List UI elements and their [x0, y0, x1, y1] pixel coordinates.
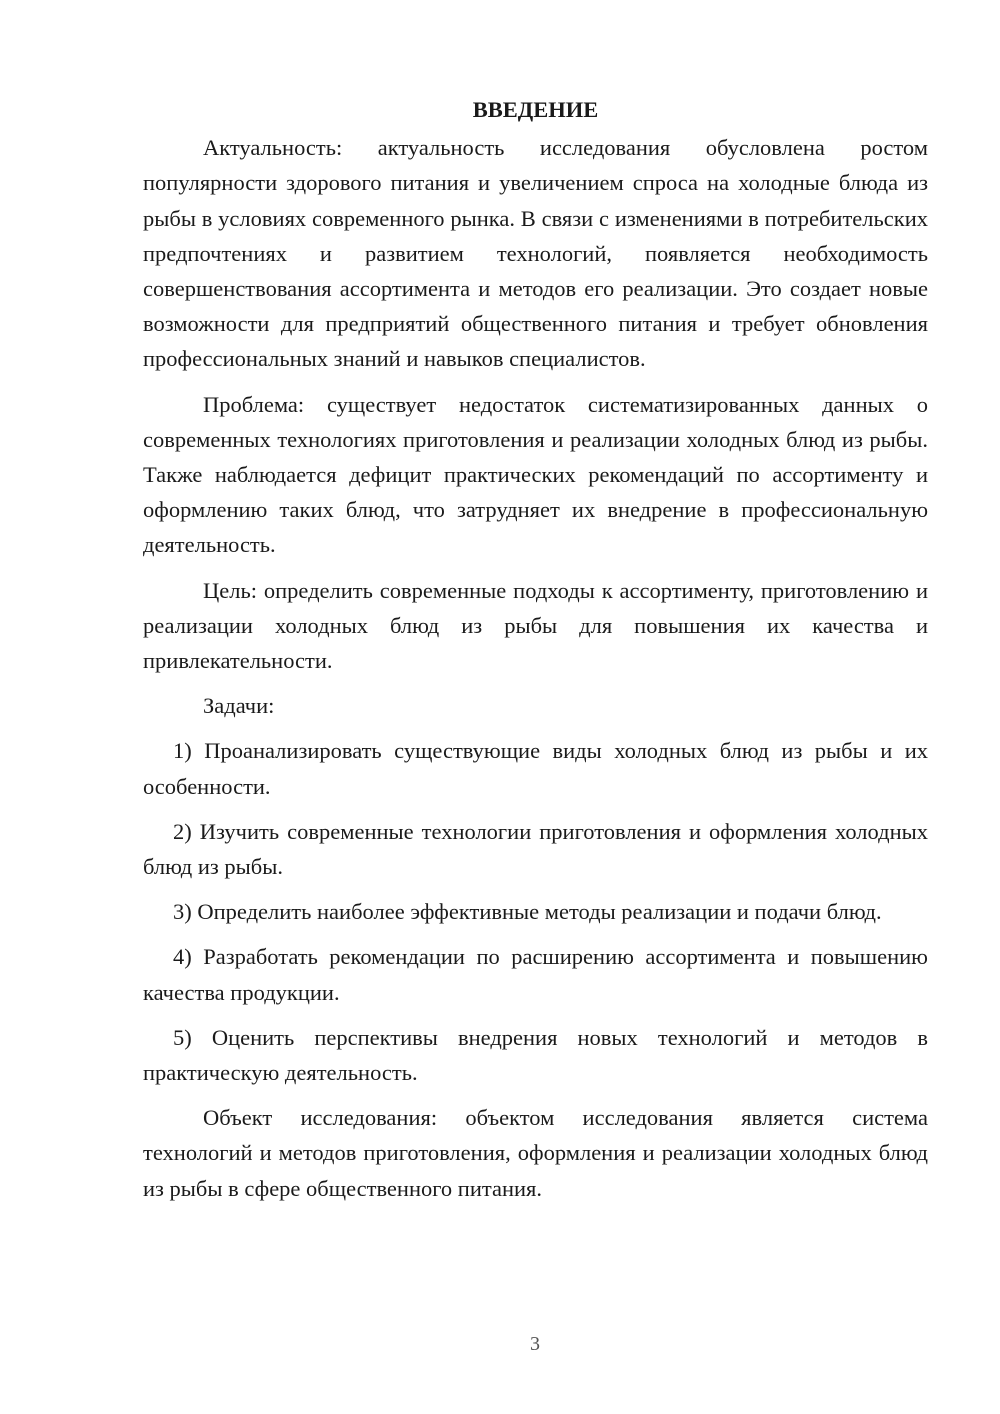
task-item-5: 5) Оценить перспективы внедрения новых технологий и методов в практическую деятельность. [143, 1024, 928, 1086]
task-item-3: 3) Определить наиболее эффективные методы реализации и подачи блюд. [173, 899, 882, 925]
page-number: 3 [530, 1333, 540, 1355]
task-item-4: 4) Разработать рекомендации по расширению ассортимента и повышению качества продукции. [143, 944, 928, 1005]
paragraph-object: Объект исследования: объектом исследования является система технологий и методов приготовления, оформления и реализации холодных блюд из рыбы в сфере общественного питания. [143, 1105, 928, 1201]
paragraph-goal: Цель: определить современные подходы к ассортименту, приготовлению и реализации холодных блюд из рыбы для повышения их качества и привлекательности. [143, 577, 928, 674]
paragraph-relevance: Актуальность: актуальность исследования обусловлена ростом популярности здорового питания и увеличением спроса на холодные блюда из рыбы в условиях современного рынка. В связи с изменениями в потребительских предпочтениях и развитием технологий, появляется необходимость совершенствования ассортимента и методов его реализации. Это создает новые возможности для предприятий общественного питания и требует обновления профессиональных знаний и навыков специалистов. [143, 135, 928, 372]
paragraph-problem: Проблема: существует недостаток систематизированных данных о современных технологиях приготовления и реализации холодных блюд из рыбы. Также наблюдается дефицит практических рекомендаций по ассортименту и оформлению таких блюд, что затрудняет их внедрение в профессиональную деятельность. [143, 391, 928, 558]
document-body [143, 92, 928, 1206]
task-item-2: 2) Изучить современные технологии приготовления и оформления холодных блюд из рыбы. [143, 818, 928, 880]
task-item-1: 1) Проанализировать существующие виды холодных блюд из рыбы и их особенности. [143, 738, 928, 799]
paragraph-tasks-heading: Задачи: [203, 693, 275, 719]
section-title: ВВЕДЕНИЕ [472, 97, 599, 122]
